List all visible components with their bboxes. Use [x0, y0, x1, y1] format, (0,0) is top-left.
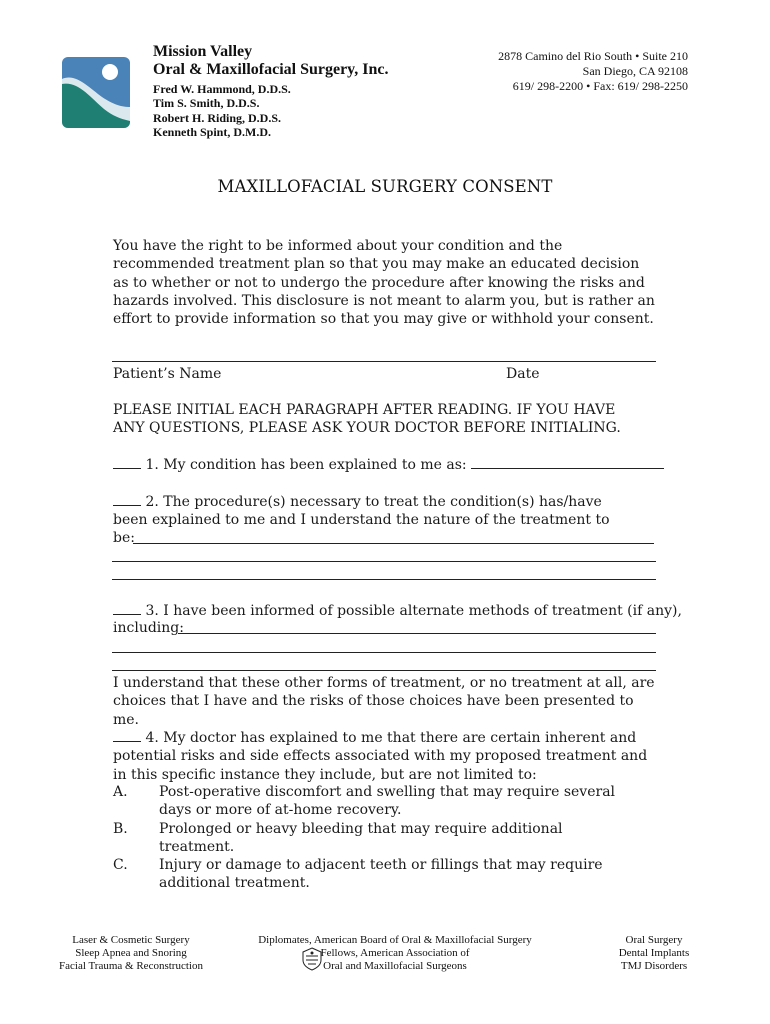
- item-4-text: 4. My doctor has explained to me that there are certain inherent and potential risks and side effects associated with my proposed treatment and in this specific instance they include, but are not limited to:: [113, 730, 648, 783]
- address-line2: San Diego, CA 92108: [582, 64, 688, 78]
- footer-specialty: Dental Implants: [618, 947, 690, 959]
- footer-service: Laser & Cosmetic Surgery: [72, 934, 190, 946]
- footer-center: [243, 934, 547, 973]
- alternatives-field-line[interactable]: [112, 670, 656, 671]
- condition-field[interactable]: [471, 455, 664, 469]
- consent-item-2: [113, 492, 633, 530]
- phone-fax: 619/ 298-2200 • Fax: 619/ 298-2250: [512, 79, 688, 93]
- item-2-text: 2. The procedure(s) necessary to treat the condition(s) has/have been explained to me and I understand the nature of the treatment to: [113, 494, 610, 529]
- initial-blank[interactable]: [113, 728, 141, 742]
- risk-item: [113, 856, 633, 893]
- risk-item: [113, 820, 633, 857]
- doctor-name: Fred W. Hammond, D.D.S.: [153, 82, 291, 96]
- doctor-name: Tim S. Smith, D.D.S.: [153, 96, 260, 111]
- item-1-text: 1. My condition has been explained to me as:: [145, 457, 467, 473]
- consent-item-4: [113, 728, 653, 784]
- risk-list: [113, 783, 633, 893]
- address-line1: 2878 Camino del Rio South • Suite 210: [498, 49, 688, 63]
- risk-item: [113, 783, 633, 820]
- patient-name-label: Patient’s Name: [113, 366, 222, 382]
- footer-specialty: Oral Surgery: [625, 934, 683, 946]
- intro-paragraph: You have the right to be informed about your condition and the recommended treatment plan so that you may make an educated decision as to whether or not to undergo the procedure after knowing the risks and hazards involved. This disclosure is not meant to alarm you, but is rather an effort to provide information so that you may give or withhold your consent.: [113, 238, 655, 328]
- initial-instruction: PLEASE INITIAL EACH PARAGRAPH AFTER READING. IF YOU HAVE ANY QUESTIONS, PLEASE ASK YOUR DOCTOR BEFORE INITIALING.: [113, 402, 621, 437]
- consent-item-3: [113, 601, 682, 620]
- procedure-field-line[interactable]: [133, 543, 654, 544]
- patient-name-signature-line[interactable]: [112, 361, 656, 362]
- item-3-including-label: including:: [113, 620, 184, 636]
- date-label: Date: [506, 366, 540, 382]
- procedure-field-line[interactable]: [112, 561, 656, 562]
- doctor-name: Robert H. Riding, D.D.S.: [153, 110, 282, 125]
- footer-credential: Fellows, American Association of: [320, 947, 470, 959]
- consent-item-1: [113, 455, 664, 474]
- risk-text: Prolonged or heavy bleeding that may require additional treatment.: [159, 820, 563, 855]
- practice-logo: [62, 57, 130, 128]
- aaoms-emblem-icon: [301, 947, 323, 971]
- risk-letter: B.: [113, 820, 128, 837]
- doctor-list: [153, 82, 291, 139]
- doctor-name: Kenneth Spint, D.M.D.: [153, 124, 272, 139]
- risk-text: Injury or damage to adjacent teeth or fillings that may require additional treatment.: [159, 857, 603, 892]
- risk-letter: C.: [113, 857, 128, 874]
- footer-credential: Diplomates, American Board of Oral & Maxillofacial Surgery: [258, 934, 532, 946]
- risk-letter: A.: [113, 784, 128, 800]
- initial-blank[interactable]: [113, 601, 141, 615]
- practice-address: [498, 49, 688, 94]
- practice-name-line1: Mission Valley: [153, 43, 253, 60]
- initial-blank[interactable]: [113, 455, 141, 469]
- footer-service: Sleep Apnea and Snoring: [75, 947, 187, 959]
- footer-left: [48, 934, 214, 973]
- footer-service: Facial Trauma & Reconstruction: [59, 960, 203, 972]
- item-2-be-label: be:: [113, 530, 135, 546]
- mountain-landscape-logo-icon: [62, 57, 130, 128]
- document-title: MAXILLOFACIAL SURGERY CONSENT: [217, 177, 553, 196]
- footer-credential: Oral and Maxillofacial Surgeons: [323, 960, 467, 972]
- procedure-field-line[interactable]: [112, 579, 656, 580]
- item-3-text: 3. I have been informed of possible alternate methods of treatment (if any),: [145, 603, 682, 619]
- risk-text: Post-operative discomfort and swelling that may require several days or more of at-home recovery.: [159, 784, 616, 819]
- footer-specialty: TMJ Disorders: [620, 960, 688, 972]
- initial-blank[interactable]: [113, 492, 141, 506]
- alternatives-field-line[interactable]: [178, 633, 656, 634]
- practice-name-line2: Oral & Maxillofacial Surgery, Inc.: [153, 61, 389, 78]
- alternatives-field-line[interactable]: [112, 652, 656, 653]
- footer-right: [596, 934, 712, 973]
- understand-paragraph: I understand that these other forms of treatment, or no treatment at all, are choices that I have and the risks of those choices have been presented to me.: [113, 675, 655, 728]
